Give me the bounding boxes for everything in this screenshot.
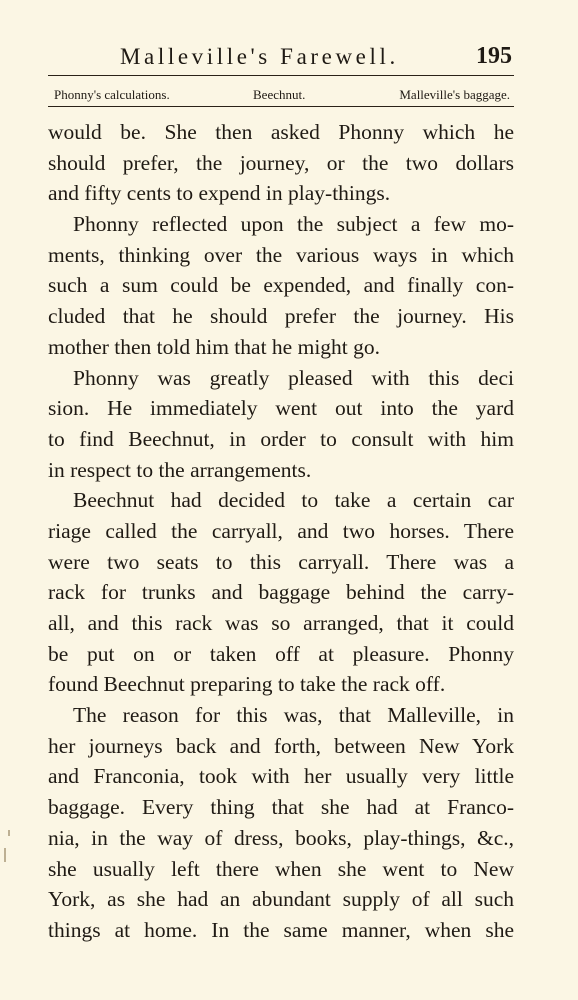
text-line: and Franconia, took with her usually very little bbox=[48, 764, 514, 789]
running-head bbox=[0, 40, 578, 80]
headline-left: Phonny's calculations. bbox=[54, 87, 170, 102]
text-line: Phonny was greatly pleased with this deci bbox=[73, 365, 514, 390]
section-headline bbox=[48, 84, 512, 106]
text-line: things at home. In the same manner, when she bbox=[48, 917, 514, 942]
text-line: were two seats to this carryall. There was a bbox=[48, 549, 514, 574]
text-line: mother then told him that he might go. bbox=[48, 334, 381, 359]
text-line: to find Beechnut, in order to consult with him bbox=[48, 426, 514, 451]
margin-ink-speck bbox=[8, 830, 10, 836]
text-line: and fifty cents to expend in play-things. bbox=[48, 181, 391, 206]
text-line: baggage. Every thing that she had at Franco- bbox=[48, 795, 514, 820]
text-line: should prefer, the journey, or the two dollars bbox=[48, 150, 514, 175]
headline-right: Malleville's baggage. bbox=[399, 87, 510, 102]
text-line: be put on or taken off at pleasure. Phonny bbox=[48, 641, 514, 666]
text-line: in respect to the arrangements. bbox=[48, 457, 312, 482]
text-line: riage called the carryall, and two horses. There bbox=[48, 518, 514, 543]
text-line: such a sum could be expended, and finally con- bbox=[48, 273, 514, 298]
bottom-rule bbox=[48, 106, 514, 107]
text-line: sion. He immediately went out into the yard bbox=[48, 396, 514, 421]
top-rule bbox=[48, 75, 514, 76]
text-line: nia, in the way of dress, books, play-things, &c., bbox=[48, 825, 514, 850]
text-line: Beechnut had decided to take a certain car bbox=[73, 488, 514, 513]
text-line: The reason for this was, that Malleville, in bbox=[73, 703, 514, 728]
headline-center: Beechnut. bbox=[253, 87, 306, 102]
text-line: ments, thinking over the various ways in which bbox=[48, 242, 514, 267]
margin-ink-speck bbox=[4, 848, 6, 862]
text-line: her journeys back and forth, between New York bbox=[48, 733, 514, 758]
page-number: 195 bbox=[476, 43, 512, 69]
text-line: found Beechnut preparing to take the rack off. bbox=[48, 672, 446, 697]
text-line: would be. She then asked Phonny which he bbox=[48, 120, 514, 144]
text-line: she usually left there when she went to New bbox=[48, 856, 514, 881]
body-text bbox=[48, 117, 514, 946]
text-line: Phonny reflected upon the subject a few mo- bbox=[73, 212, 514, 237]
text-line: all, and this rack was so arranged, that it could bbox=[48, 611, 514, 635]
running-title: Malleville's Farewell. bbox=[120, 44, 399, 69]
text-line: York, as she had an abundant supply of all such bbox=[48, 887, 514, 912]
text-line: cluded that he should prefer the journey. His bbox=[48, 304, 514, 329]
text-line: rack for trunks and baggage behind the carry- bbox=[48, 580, 514, 605]
